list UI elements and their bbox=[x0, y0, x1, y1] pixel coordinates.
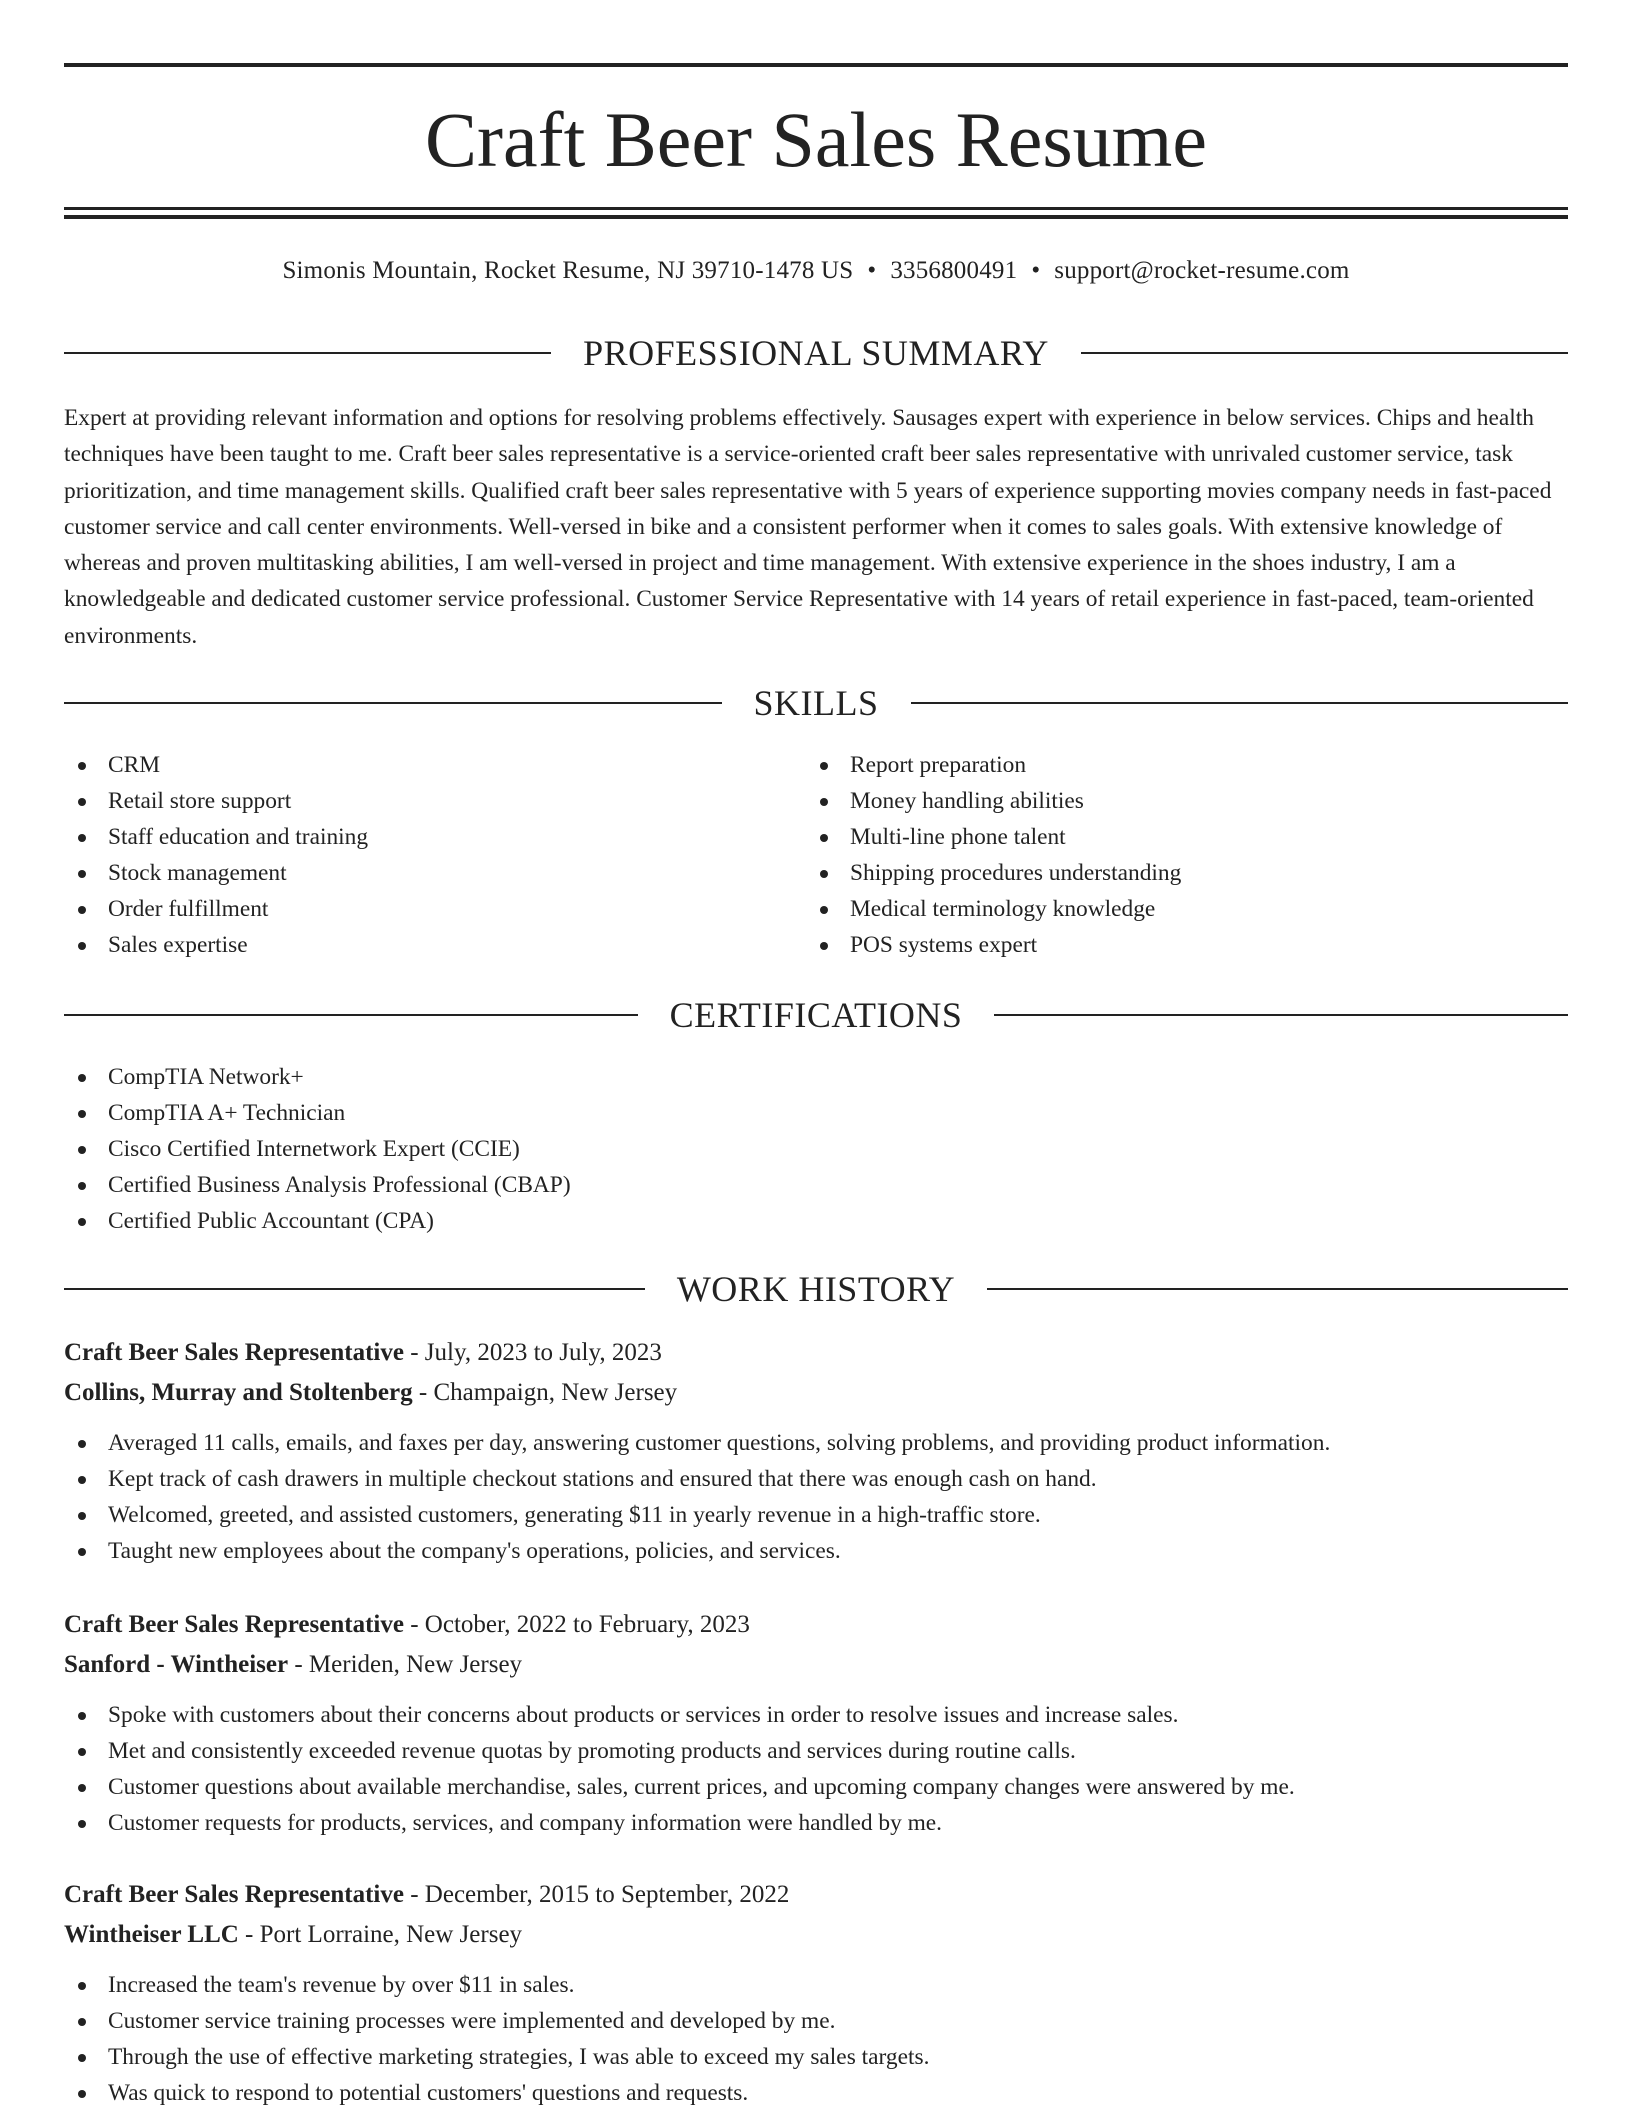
job-company-line bbox=[64, 1373, 1568, 1413]
section-rule-left bbox=[64, 1288, 645, 1290]
job-duty-item: Met and consistently exceeded revenue quotas by promoting products and services during routine calls. bbox=[64, 1733, 1568, 1769]
job-dates: - July, 2023 to July, 2023 bbox=[410, 1339, 662, 1366]
section-heading-summary bbox=[64, 329, 1568, 377]
skill-item: Staff education and training bbox=[64, 819, 804, 855]
job-duty-item: Through the use of effective marketing strategies, I was able to exceed my sales targets. bbox=[64, 2039, 1568, 2075]
skill-item: Medical terminology knowledge bbox=[806, 891, 1568, 927]
job-entry bbox=[64, 1605, 1568, 1841]
section-rule-right bbox=[911, 702, 1569, 704]
skill-item: Retail store support bbox=[64, 783, 804, 819]
certification-item: CompTIA Network+ bbox=[64, 1059, 1568, 1095]
header-double-rule-lower bbox=[64, 215, 1568, 219]
section-rule-left bbox=[64, 702, 722, 704]
job-duty-item: Welcomed, greeted, and assisted customers, generating $11 in yearly revenue in a high-traffic store. bbox=[64, 1497, 1568, 1533]
skill-item: Report preparation bbox=[806, 747, 1568, 783]
header-top-rule bbox=[64, 63, 1568, 67]
job-location: - Champaign, New Jersey bbox=[418, 1379, 678, 1406]
skill-item: Order fulfillment bbox=[64, 891, 804, 927]
job-duty-item: Customer service training processes were implemented and developed by me. bbox=[64, 2003, 1568, 2039]
skill-item: Shipping procedures understanding bbox=[806, 855, 1568, 891]
skill-item: Money handling abilities bbox=[806, 783, 1568, 819]
section-title: SKILLS bbox=[753, 683, 879, 723]
skill-item: Stock management bbox=[64, 855, 804, 891]
skills-list-right bbox=[806, 747, 1568, 963]
section-heading-skills bbox=[64, 679, 1568, 727]
resume-title: Craft Beer Sales Resume bbox=[425, 96, 1207, 183]
certification-item: CompTIA A+ Technician bbox=[64, 1095, 1568, 1131]
job-company: Sanford - Wintheiser bbox=[64, 1651, 289, 1678]
section-rule-right bbox=[1081, 352, 1568, 354]
job-duty-item: Customer requests for products, services, and company information were handled by me. bbox=[64, 1805, 1568, 1841]
section-rule-right bbox=[994, 1014, 1568, 1016]
skill-item: POS systems expert bbox=[806, 927, 1568, 963]
job-duties-list bbox=[64, 1967, 1568, 2111]
contact-separator: • bbox=[867, 257, 877, 284]
certifications-list bbox=[64, 1059, 1568, 1239]
job-duty-item: Spoke with customers about their concerns about products or services in order to resolve issues and increase sales. bbox=[64, 1697, 1568, 1733]
skill-item: Multi-line phone talent bbox=[806, 819, 1568, 855]
section-heading-certifications bbox=[64, 991, 1568, 1039]
job-company-line bbox=[64, 1915, 1568, 1955]
job-dates: - October, 2022 to February, 2023 bbox=[410, 1611, 750, 1638]
job-title-line bbox=[64, 1875, 1568, 1915]
job-location: - Port Lorraine, New Jersey bbox=[245, 1921, 523, 1948]
job-title: Craft Beer Sales Representative bbox=[64, 1611, 404, 1638]
job-duty-item: Averaged 11 calls, emails, and faxes per day, answering customer questions, solving problems, and providing product information. bbox=[64, 1425, 1568, 1461]
certification-item: Cisco Certified Internetwork Expert (CCIE) bbox=[64, 1131, 1568, 1167]
section-title: CERTIFICATIONS bbox=[669, 995, 963, 1035]
section-title: PROFESSIONAL SUMMARY bbox=[583, 333, 1049, 373]
skills-list-left bbox=[64, 747, 804, 963]
contact-phone: 3356800491 bbox=[890, 257, 1018, 284]
section-rule-right bbox=[987, 1288, 1568, 1290]
contact-separator: • bbox=[1031, 257, 1041, 284]
skill-item: Sales expertise bbox=[64, 927, 804, 963]
job-entry bbox=[64, 1333, 1568, 1569]
job-company: Wintheiser LLC bbox=[64, 1921, 239, 1948]
job-duty-item: Increased the team's revenue by over $11 in sales. bbox=[64, 1967, 1568, 2003]
summary-text: Expert at providing relevant information and options for resolving problems effectively. Sausages expert with experience in below services. Chips and health techniques have been taught to me. Craft beer sales representative is a service-oriented craft beer sales representative with unrivaled customer service, task prioritization, and time management skills. Qualified craft beer sales representative with 5 years of experience supporting movies company needs in fast-paced customer service and call center environments. Well-versed in bike and a consistent performer when it comes to sales goals. With extensive knowledge of whereas and proven multitasking abilities, I am well-versed in project and time management. With extensive experience in the shoes industry, I am a knowledgeable and dedicated customer service professional. Customer Service Representative with 14 years of retail experience in fast-paced, team-oriented environments. bbox=[64, 405, 1552, 649]
skill-item: CRM bbox=[64, 747, 804, 783]
contact-line bbox=[64, 254, 1568, 288]
job-entry bbox=[64, 1875, 1568, 2111]
job-title-line bbox=[64, 1333, 1568, 1373]
header-double-rule-upper bbox=[64, 207, 1568, 210]
job-duties-list bbox=[64, 1697, 1568, 1841]
section-title: WORK HISTORY bbox=[676, 1269, 956, 1309]
section-rule-left bbox=[64, 1014, 638, 1016]
job-duty-item: Was quick to respond to potential customers' questions and requests. bbox=[64, 2075, 1568, 2111]
job-location: - Meriden, New Jersey bbox=[294, 1651, 523, 1678]
section-rule-left bbox=[64, 352, 551, 354]
section-heading-work-history bbox=[64, 1265, 1568, 1313]
job-duty-item: Taught new employees about the company's operations, policies, and services. bbox=[64, 1533, 1568, 1569]
job-duty-item: Kept track of cash drawers in multiple checkout stations and ensured that there was enough cash on hand. bbox=[64, 1461, 1568, 1497]
job-duty-item: Customer questions about available merchandise, sales, current prices, and upcoming company changes were answered by me. bbox=[64, 1769, 1568, 1805]
job-company-line bbox=[64, 1645, 1568, 1685]
job-title: Craft Beer Sales Representative bbox=[64, 1339, 404, 1366]
job-duties-list bbox=[64, 1425, 1568, 1569]
contact-email: support@rocket-resume.com bbox=[1054, 257, 1350, 284]
job-title: Craft Beer Sales Representative bbox=[64, 1881, 404, 1908]
certification-item: Certified Business Analysis Professional (CBAP) bbox=[64, 1167, 1568, 1203]
certification-item: Certified Public Accountant (CPA) bbox=[64, 1203, 1568, 1239]
job-title-line bbox=[64, 1605, 1568, 1645]
job-dates: - December, 2015 to September, 2022 bbox=[410, 1881, 790, 1908]
job-company: Collins, Murray and Stoltenberg bbox=[64, 1379, 413, 1406]
contact-address: Simonis Mountain, Rocket Resume, NJ 39710-1478 US bbox=[282, 257, 854, 284]
